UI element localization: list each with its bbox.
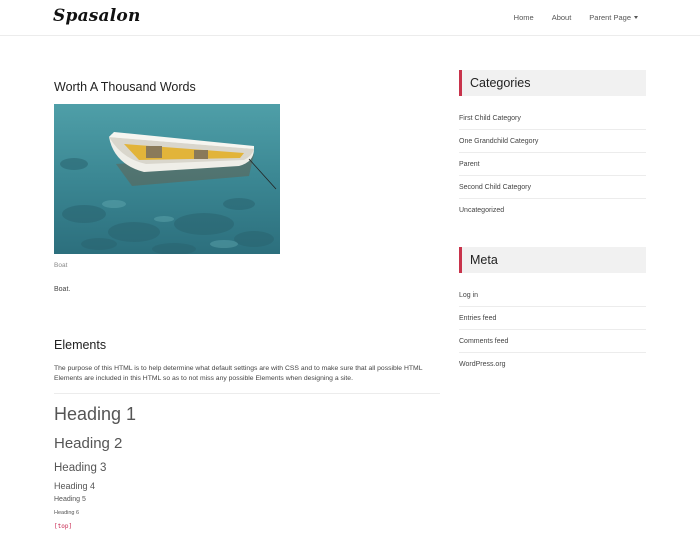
nav-item-home[interactable] <box>514 13 534 22</box>
nav-label: Home <box>513 13 534 22</box>
site-header <box>0 0 700 36</box>
category-item[interactable]: Second Child Category <box>459 176 646 199</box>
boat-image <box>54 104 280 254</box>
elements-description: The purpose of this HTML is to help determine what default settings are with CSS and to make sure that all possible HTML Elements are included in this HTML so as to not miss any possible Elements when designing a site. <box>54 365 423 382</box>
meta-item[interactable]: Comments feed <box>459 330 646 353</box>
nav-item-parent-page[interactable] <box>589 13 638 22</box>
image-caption: Boat <box>54 262 68 269</box>
category-item[interactable]: Parent <box>459 153 646 176</box>
heading-6: Heading 6 <box>54 510 80 516</box>
elements-post-title[interactable]: Elements <box>54 338 107 352</box>
nav-label: About <box>551 13 572 22</box>
heading-4: Heading 4 <box>54 481 96 491</box>
heading-3: Heading 3 <box>54 462 107 474</box>
meta-item[interactable]: Entries feed <box>459 307 646 330</box>
post-excerpt: Boat. <box>54 286 71 293</box>
category-item[interactable]: One Grandchild Category <box>459 130 646 153</box>
top-link[interactable]: [top] <box>54 523 73 530</box>
meta-item[interactable]: WordPress.org <box>459 361 506 368</box>
site-logo[interactable]: Spasalon <box>53 6 141 26</box>
meta-list <box>459 284 646 376</box>
divider <box>54 393 440 394</box>
meta-widget-title: Meta <box>459 247 646 273</box>
nav-item-about[interactable] <box>552 13 572 22</box>
categories-list <box>459 107 646 222</box>
post-title[interactable]: Worth A Thousand Words <box>54 80 196 94</box>
category-item[interactable]: First Child Category <box>459 107 646 130</box>
nav-label: Parent Page <box>589 13 631 22</box>
meta-item[interactable]: Log in <box>459 284 646 307</box>
category-item[interactable]: Uncategorized <box>459 207 505 214</box>
heading-5: Heading 5 <box>54 496 86 503</box>
boat-illustration <box>54 104 280 254</box>
heading-2: Heading 2 <box>54 435 123 452</box>
main-nav <box>496 13 638 22</box>
caret-down-icon <box>634 16 638 19</box>
heading-1: Heading 1 <box>54 404 137 424</box>
categories-widget-title: Categories <box>459 70 646 96</box>
